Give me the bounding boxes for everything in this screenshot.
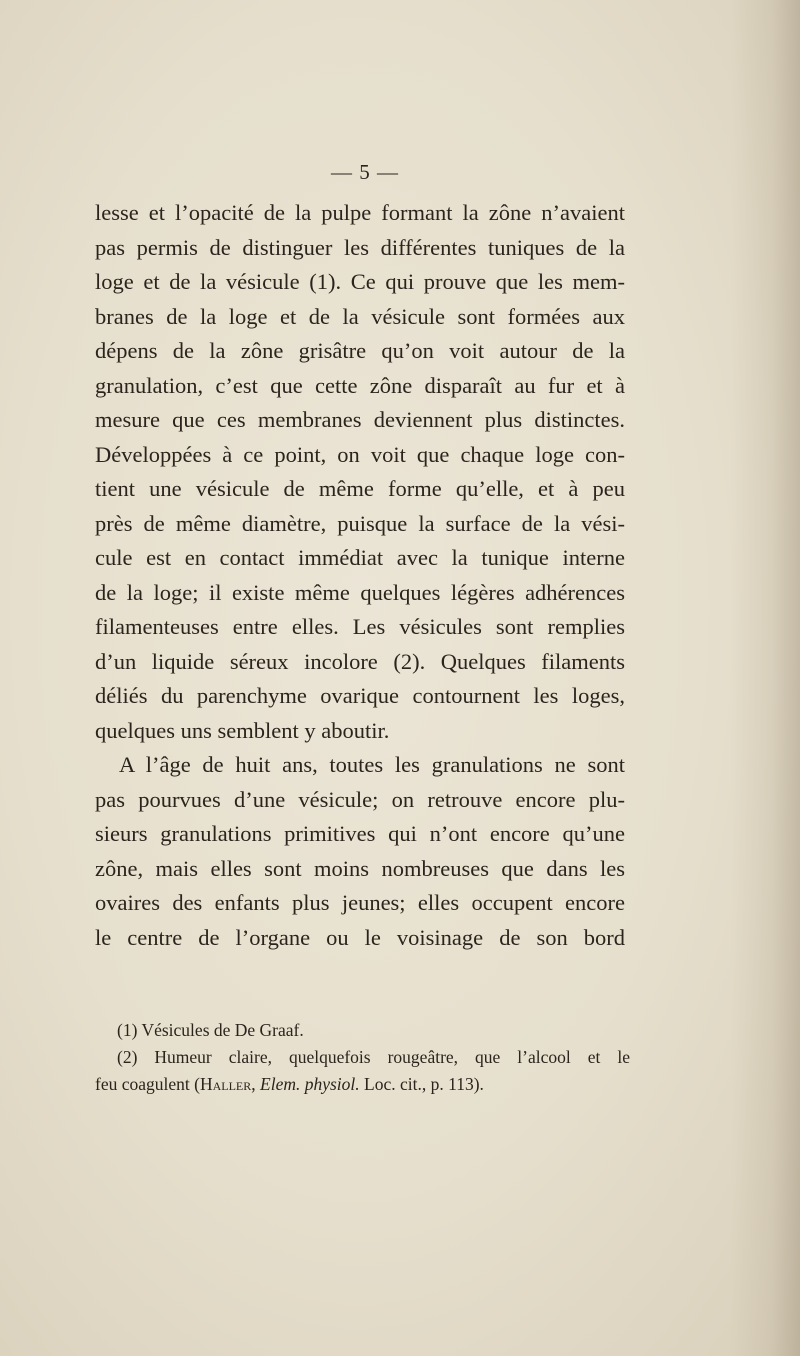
text-line: filamenteuses entre elles. Les vésicules sont remplies: [95, 614, 625, 639]
footnote-2-text-b: ,: [251, 1074, 261, 1094]
footnote-2-title: Elem. physiol.: [260, 1074, 360, 1094]
text-line: mesure que ces membranes deviennent plus distinctes.: [95, 407, 625, 432]
text-line: zône, mais elles sont moins nombreuses que dans les: [95, 855, 625, 881]
text-line: déliés du parenchyme ovarique contournent les loges,: [95, 683, 625, 708]
text-line: lesse et l’opacité de la pulpe formant la zône n’avaient: [95, 200, 625, 225]
footnote-2-text-c: Loc. cit., p. 113).: [359, 1074, 484, 1094]
footnote-2-text-a: feu coagulent (: [95, 1074, 200, 1094]
text-line: sieurs granulations primitives qui n’ont encore qu’une: [95, 821, 625, 846]
text-line: cule est en contact immédiat avec la tunique interne: [95, 545, 625, 570]
text-line: le centre de l’organe ou le voisinage de son bord: [95, 924, 625, 950]
text-line: tient une vésicule de même forme qu’elle, et à peu: [95, 476, 625, 501]
text-line: d’un liquide séreux incolore (2). Quelques filaments: [95, 648, 625, 674]
text-line: A l’âge de huit ans, toutes les granulations ne sont: [119, 752, 625, 777]
text-line: de la loge; il existe même quelques légères adhérences: [95, 579, 625, 605]
footnote-2-line-1: (2) Humeur claire, quelquefois rougeâtre, que l’alcool et le: [117, 1047, 630, 1067]
text-line: granulation, c’est que cette zône disparaît au fur et à: [95, 372, 625, 398]
footnote-1: (1) Vésicules de De Graaf.: [117, 1020, 304, 1040]
body-text: [95, 196, 625, 955]
text-line: branes de la loge et de la vésicule sont formées aux: [95, 303, 625, 329]
text-line: pas pourvues d’une vésicule; on retrouve encore plu-: [95, 786, 625, 812]
text-line: près de même diamètre, puisque la surface de la vési-: [95, 510, 625, 536]
footnotes: [95, 1017, 630, 1098]
page-edge-shadow: [730, 0, 800, 1356]
text-line: loge et de la vésicule (1). Ce qui prouve que les mem-: [95, 269, 625, 294]
text-line: dépens de la zône grisâtre qu’on voit autour de la: [95, 338, 625, 363]
text-line: quelques uns semblent y aboutir.: [95, 717, 390, 743]
page-number: — 5 —: [331, 160, 399, 184]
text-line: Développées à ce point, on voit que chaque loge con-: [95, 441, 625, 467]
text-line: ovaires des enfants plus jeunes; elles occupent encore: [95, 890, 625, 915]
footnote-2-line-2: [95, 1071, 630, 1098]
text-line: pas permis de distinguer les différentes tuniques de la: [95, 234, 625, 260]
footnote-2-author: Haller: [199, 1074, 252, 1094]
